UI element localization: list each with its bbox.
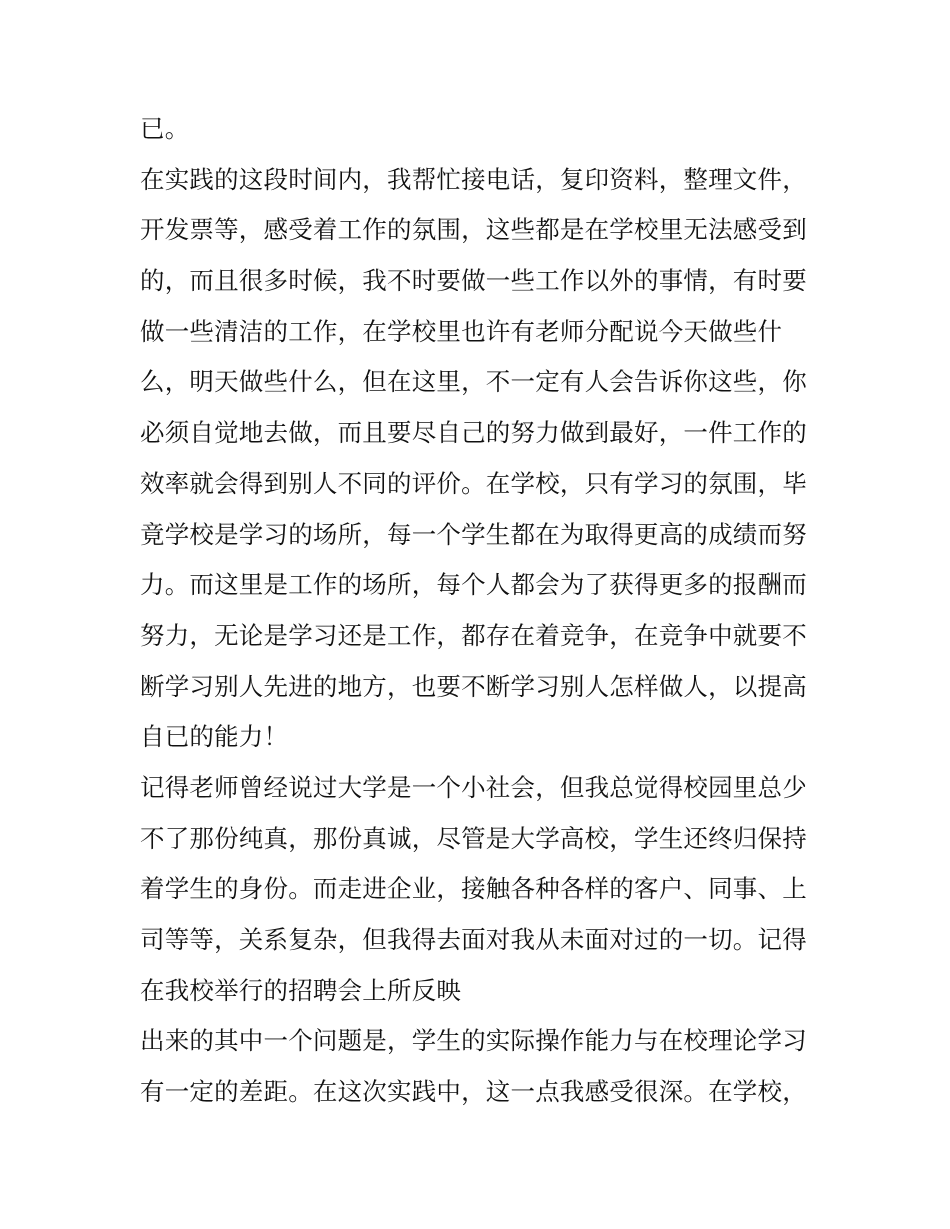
text-line: 效率就会得到别人不同的评价。在学校，只有学习的氛围，毕 [140,468,807,498]
text-line: 记得老师曾经说过大学是一个小社会，但我总觉得校园里总少 [140,772,807,802]
text-line: 力。而这里是工作的场所，每个人都会为了获得更多的报酬而 [140,570,807,600]
document-body [140,104,820,1118]
text-line: 必须自觉地去做，而且要尽自己的努力做到最好，一件工作的 [140,418,807,448]
text-line: 着学生的身份。而走进企业，接触各种各样的客户、同事、上 [140,874,807,904]
text-line: 断学习别人先进的地方，也要不断学习别人怎样做人，以提高 [140,671,807,701]
text-line: 么，明天做些什么，但在这里，不一定有人会告诉你这些，你 [140,367,807,397]
text-line: 的，而且很多时候，我不时要做一些工作以外的事情，有时要 [140,266,807,296]
text-line: 做一些清洁的工作，在学校里也许有老师分配说今天做些什 [140,316,783,346]
text-line: 不了那份纯真，那份真诚，尽管是大学高校，学生还终归保持 [140,823,807,853]
text-line: 出来的其中一个问题是，学生的实际操作能力与在校理论学习 [140,1026,807,1056]
text-line: 在实践的这段时间内，我帮忙接电话，复印资料，整理文件， [140,164,807,194]
text-line: 有一定的差距。在这次实践中，这一点我感受很深。在学校， [140,1077,807,1107]
text-line: 在我校举行的招聘会上所反映 [140,975,462,1005]
text-line: 司等等，关系复杂，但我得去面对我从未面对过的一切。记得 [140,925,807,954]
text-line: 竟学校是学习的场所，每一个学生都在为取得更高的成绩而努 [140,519,807,549]
text-line: 自已的能力！ [140,722,289,752]
text-line: 努力，无论是学习还是工作，都存在着竞争，在竞争中就要不 [140,620,807,650]
text-line: 已。 [140,114,190,143]
text-line: 开发票等，感受着工作的氛围，这些都是在学校里无法感受到 [140,215,807,245]
